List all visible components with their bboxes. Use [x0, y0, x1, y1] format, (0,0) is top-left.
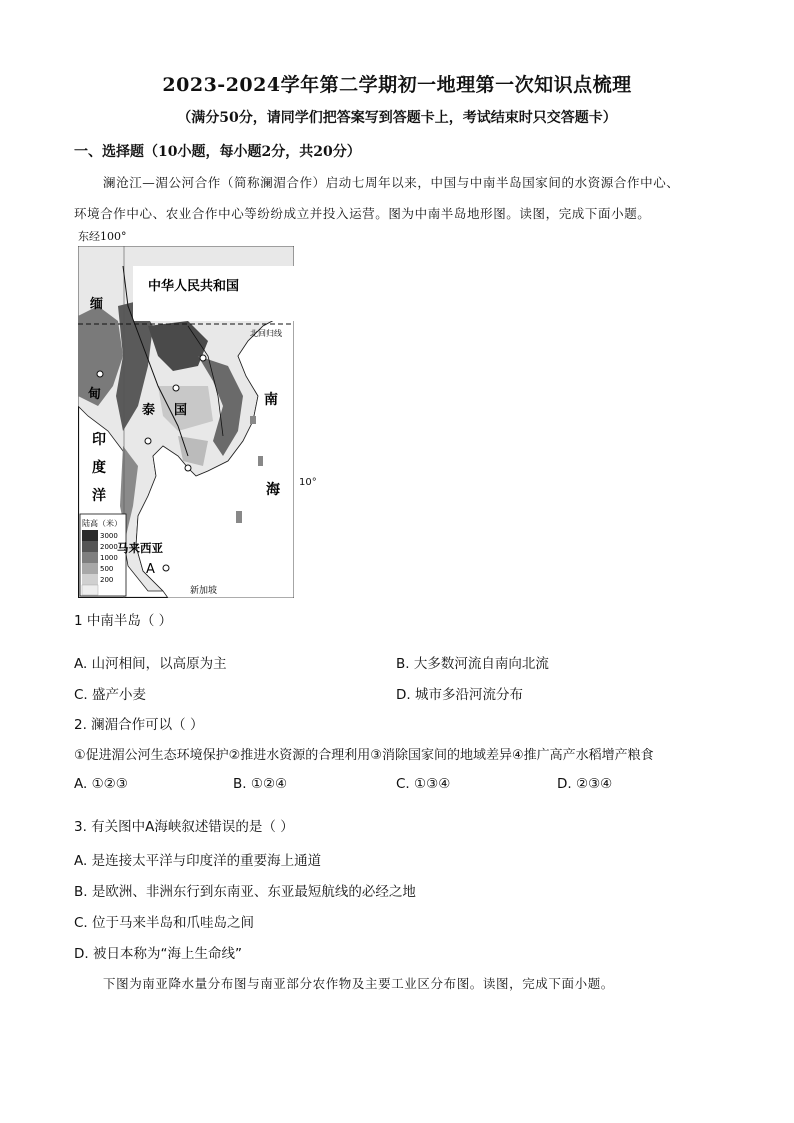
south-sea-char-1: 南: [264, 392, 278, 408]
tropic-label: 北回归线: [250, 329, 282, 338]
singapore-label: 新加坡: [190, 586, 218, 596]
q1-stem: 1 中南半岛（ ）: [74, 613, 173, 629]
indian-ocean-char-1: 印: [92, 432, 106, 448]
q2-option-b[interactable]: B. ①②④: [233, 776, 288, 792]
section-heading-choice: 一、选择题（10小题，每小题2分，共20分）: [74, 144, 361, 160]
q2-stem: 2. 澜湄合作可以（ ）: [74, 717, 204, 733]
q1-option-c[interactable]: C. 盛产小麦: [74, 687, 147, 703]
thailand-char-1: 泰: [142, 403, 156, 418]
indian-ocean-char-2: 度: [92, 460, 106, 476]
q1-option-d[interactable]: D. 城市多沿河流分布: [396, 687, 523, 703]
q1-option-b[interactable]: B. 大多数河流自南向北流: [396, 656, 549, 672]
section2-intro: 下图为南亚降水量分布图与南亚部分农作物及主要工业区分布图。读图，完成下面小题。: [103, 976, 614, 991]
myanmar-char-2: 甸: [88, 387, 102, 402]
legend-title: 陆高（米）: [82, 519, 122, 528]
myanmar-char-1: 缅: [90, 297, 104, 312]
legend-value-3000: 3000: [100, 532, 118, 540]
indochina-terrain-map: [78, 246, 294, 598]
thailand-char-2: 国: [174, 403, 188, 418]
south-sea-char-2: 海: [266, 482, 280, 498]
q3-option-a[interactable]: A. 是连接太平洋与印度洋的重要海上通道: [74, 853, 322, 869]
q2-option-a[interactable]: A. ①②③: [74, 776, 128, 792]
longitude-label: 东经100°: [78, 230, 127, 243]
q1-option-a[interactable]: A. 山河相间，以高原为主: [74, 656, 227, 672]
legend-value-1000: 1000: [100, 554, 118, 562]
q3-option-d[interactable]: D. 被日本称为“海上生命线”: [74, 946, 242, 962]
q3-option-c[interactable]: C. 位于马来半岛和爪哇岛之间: [74, 915, 255, 931]
intro-paragraph-line2: 环境合作中心、农业合作中心等纷纷成立并投入运营。图为中南半岛地形图。读图，完成下面小题。: [74, 206, 651, 221]
china-label: 中华人民共和国: [148, 279, 240, 294]
q2-option-c[interactable]: C. ①③④: [396, 776, 451, 792]
q3-stem: 3. 有关图中A海峡叙述错误的是（ ）: [74, 819, 294, 835]
q2-statements: ①促进湄公河生态环境保护②推进水资源的合理利用③消除国家间的地域差异④推广高产水稻增产粮食: [74, 748, 654, 763]
malaysia-label: 马来西亚: [117, 541, 163, 555]
exam-instructions: （满分50分，请同学们把答案写到答题卡上，考试结束时只交答题卡）: [177, 110, 617, 126]
indian-ocean-char-3: 洋: [92, 488, 106, 504]
strait-a-label: A: [146, 562, 155, 577]
latitude-10-label: 10°: [299, 477, 317, 488]
intro-paragraph-line1: 澜沧江—湄公河合作（简称澜湄合作）启动七周年以来，中国与中南半岛国家间的水资源合作中心、: [103, 175, 680, 190]
legend-value-500: 500: [100, 565, 114, 573]
page-title: 2023-2024学年第二学期初一地理第一次知识点梳理: [162, 74, 632, 96]
q3-option-b[interactable]: B. 是欧洲、非洲东行到东南亚、东亚最短航线的必经之地: [74, 884, 416, 900]
q2-option-d[interactable]: D. ②③④: [557, 776, 613, 792]
legend-value-2000: 2000: [100, 543, 118, 551]
legend-value-200: 200: [100, 576, 114, 584]
